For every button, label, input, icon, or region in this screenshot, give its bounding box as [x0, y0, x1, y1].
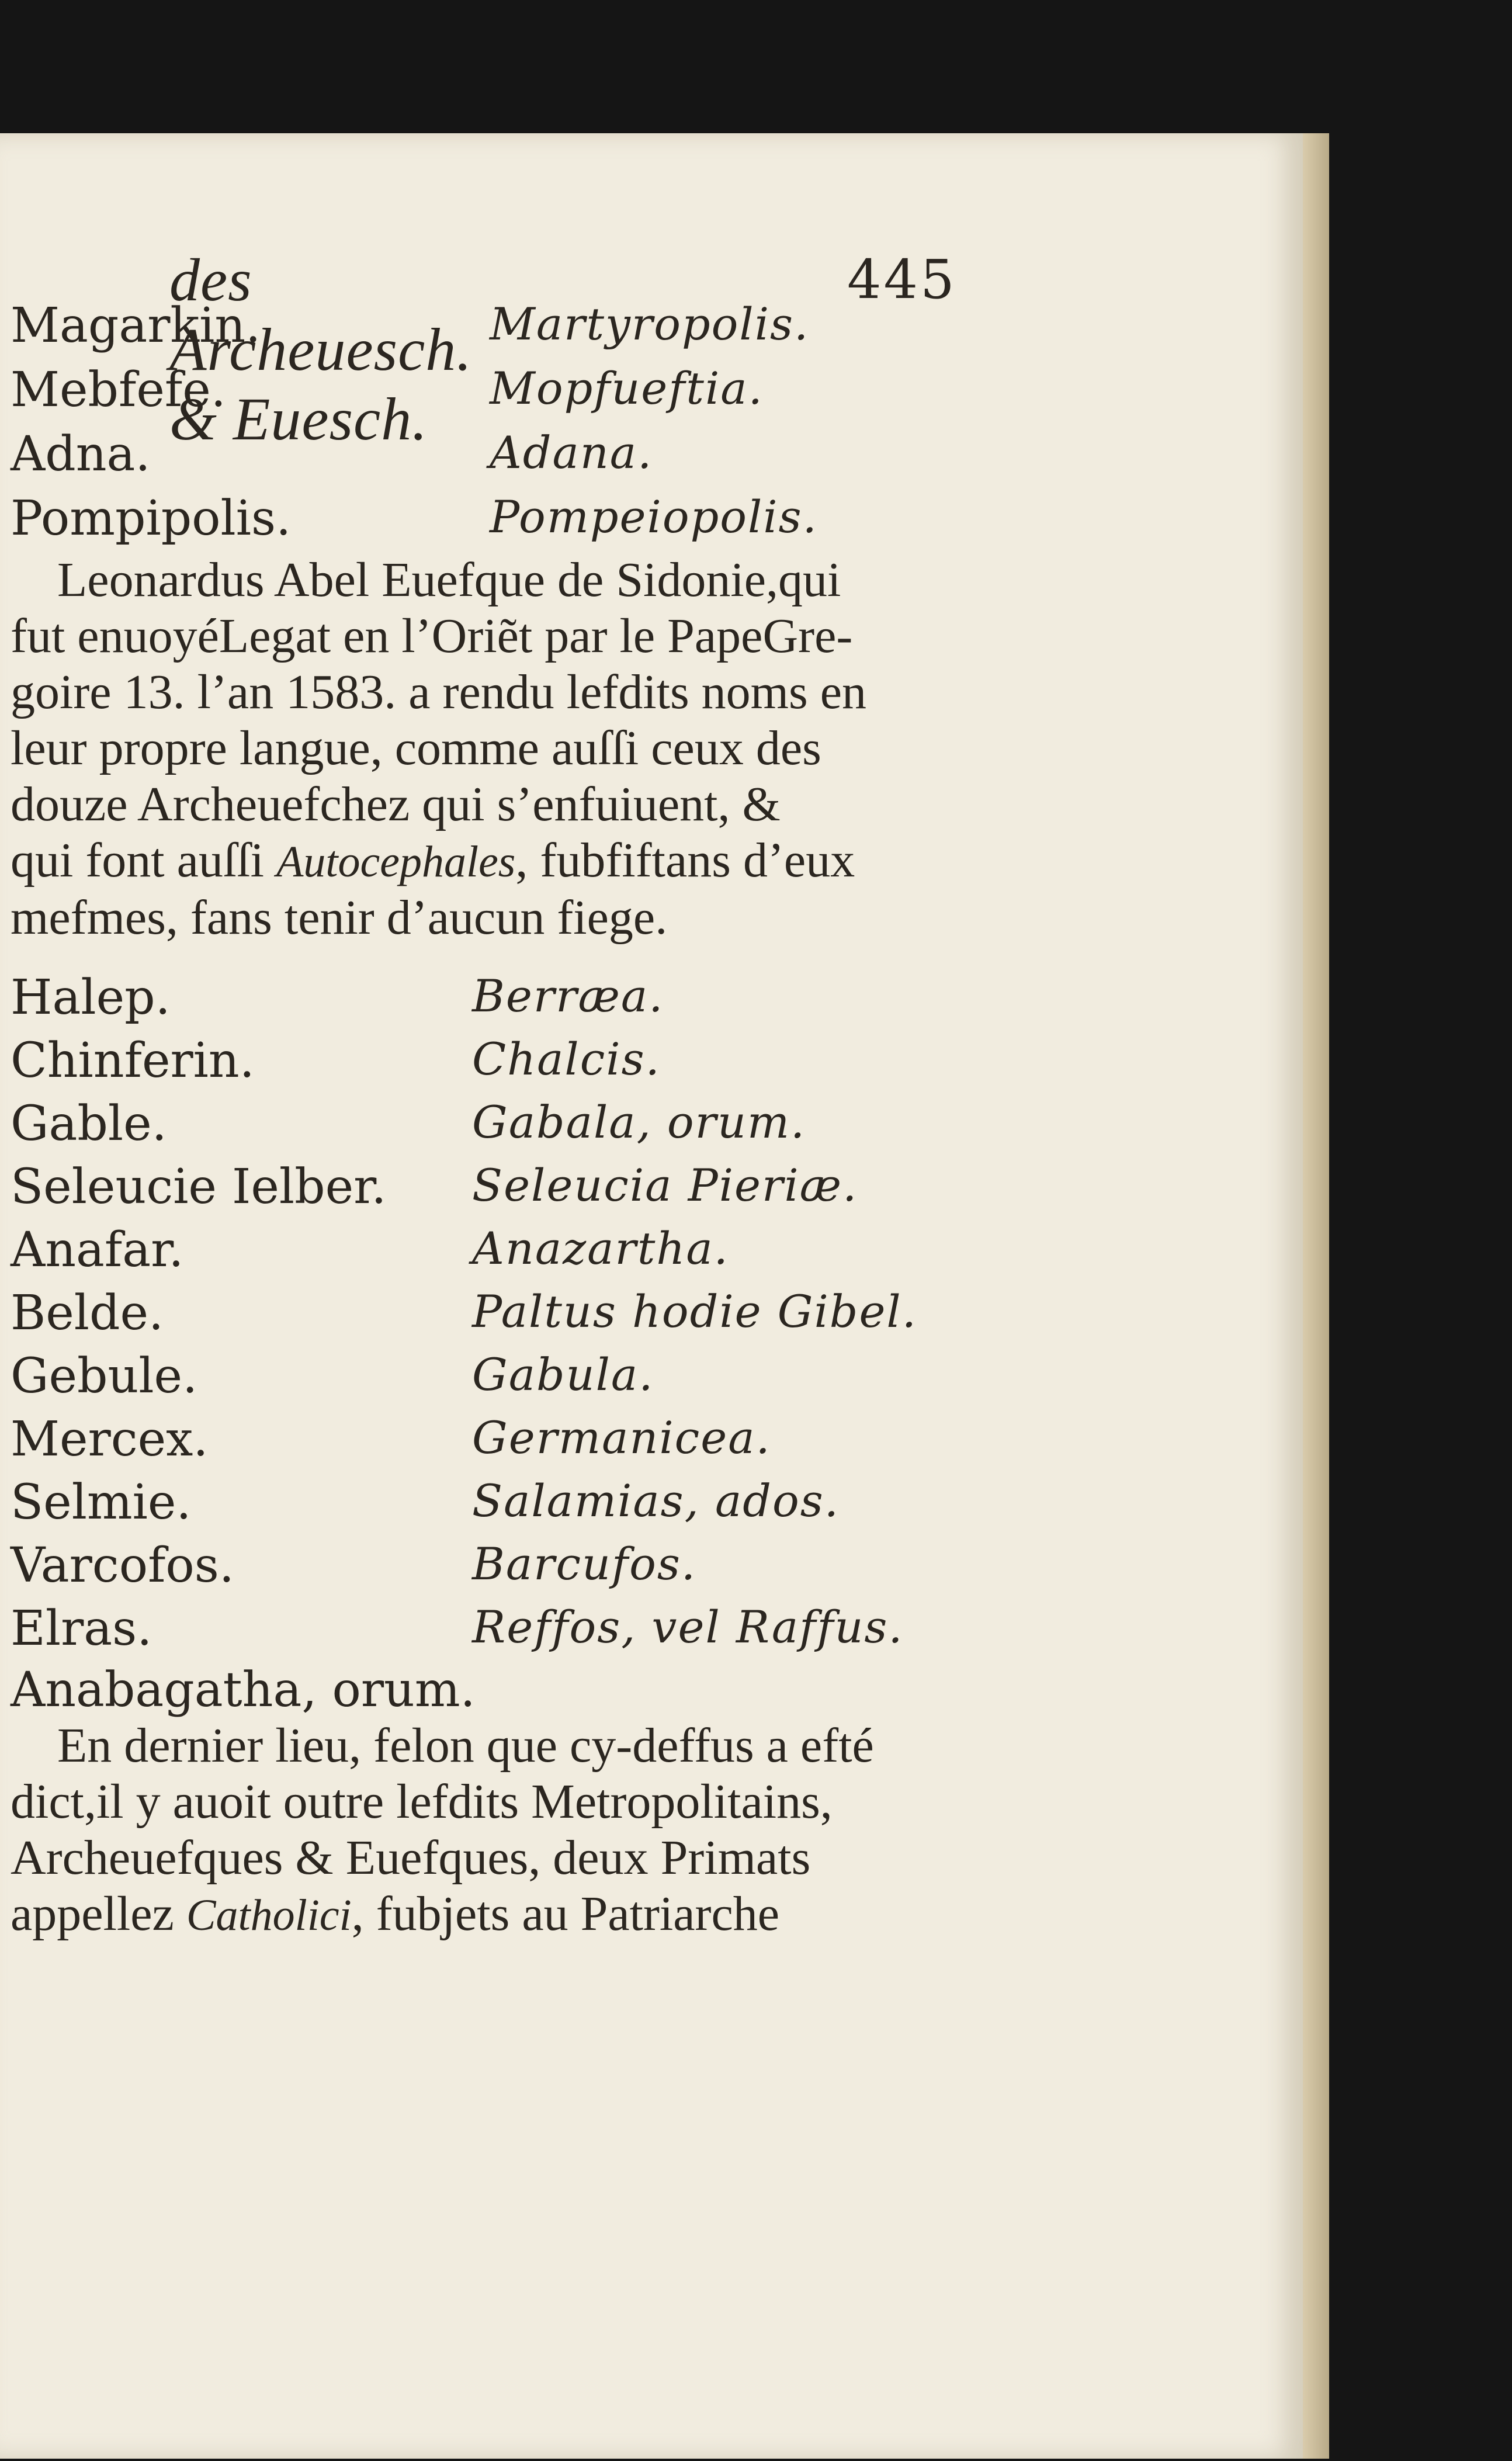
latin-name: Mopfueftia.	[490, 362, 764, 414]
modern-name: Belde.	[11, 1285, 164, 1341]
modern-name: Selmie.	[11, 1475, 192, 1530]
latin-name: Gabula.	[472, 1349, 654, 1401]
latin-name: Berræa.	[472, 970, 664, 1022]
text-line: leur propre langue, comme auſſi ceux des	[11, 721, 821, 775]
text-fragment: , fubfiftans d’eux	[515, 833, 855, 888]
latin-name: Gabala, orum.	[472, 1096, 806, 1148]
text-fragment: qui font auſſi	[11, 833, 264, 888]
text-line: goire 13. l’an 1583. a rendu lefdits noms en	[11, 665, 866, 719]
modern-name: Magarkin.	[11, 298, 261, 353]
latin-name: Reffos, vel Raffus.	[472, 1601, 904, 1653]
text-line: fut enuoyéLegat en l’Oriẽt par le PapeGre-	[11, 609, 853, 663]
latin-name: Pompeiopolis.	[490, 491, 818, 543]
modern-name: Seleucie Ielber.	[11, 1159, 387, 1215]
modern-name: Anabagatha, orum.	[11, 1662, 476, 1718]
text-line: mefmes, fans tenir d’aucun fiege.	[11, 890, 668, 945]
modern-name: Pompipolis.	[11, 491, 292, 546]
page-number: 445	[847, 248, 957, 311]
running-title: des Archeuesch. & Euesch.	[169, 247, 473, 453]
modern-name: Halep.	[11, 970, 171, 1025]
text-line: En dernier lieu, felon que cy-deffus a efté	[57, 1718, 874, 1773]
italic-term: Autocephales	[276, 837, 516, 886]
modern-name: Elras.	[11, 1601, 152, 1656]
text-line	[11, 833, 957, 890]
text-fragment: appellez	[11, 1887, 174, 1941]
latin-name: Chalcis.	[472, 1033, 661, 1085]
text-line	[11, 1886, 957, 1943]
italic-term: Catholici	[186, 1891, 352, 1940]
text-fragment: , fubjets au Patriarche	[351, 1887, 780, 1941]
latin-name: Seleucia Pieriæ.	[472, 1159, 858, 1211]
paragraph-leonardus	[11, 552, 957, 946]
modern-name: Gable.	[11, 1096, 167, 1152]
text-line: Leonardus Abel Euefque de Sidonie,qui	[57, 553, 841, 607]
text-line: Archeuefques & Euefques, deux Primats	[11, 1831, 811, 1885]
latin-name: Salamias, ados.	[472, 1475, 840, 1527]
modern-name: Varcofos.	[11, 1538, 234, 1593]
modern-name: Mebfefe.	[11, 362, 226, 418]
latin-name: Germanicea.	[472, 1412, 771, 1464]
modern-name: Mercex.	[11, 1412, 209, 1467]
latin-name: Anazartha.	[472, 1222, 729, 1274]
text-line: douze Archeuefchez qui s’enfuiuent, &	[11, 777, 781, 831]
modern-name: Chinferin.	[11, 1033, 255, 1089]
latin-name: Barcufos.	[472, 1538, 697, 1590]
paragraph-en-dernier-lieu	[11, 1718, 957, 1943]
modern-name: Anafar.	[11, 1222, 184, 1278]
modern-name: Gebule.	[11, 1349, 198, 1404]
latin-name: Martyropolis.	[490, 298, 810, 350]
latin-name: Adana.	[490, 427, 653, 479]
modern-name: Adna.	[11, 427, 151, 482]
text-line: dict,il y auoit outre lefdits Metropolitains,	[11, 1774, 833, 1829]
latin-name: Paltus hodie Gibel.	[472, 1285, 917, 1337]
